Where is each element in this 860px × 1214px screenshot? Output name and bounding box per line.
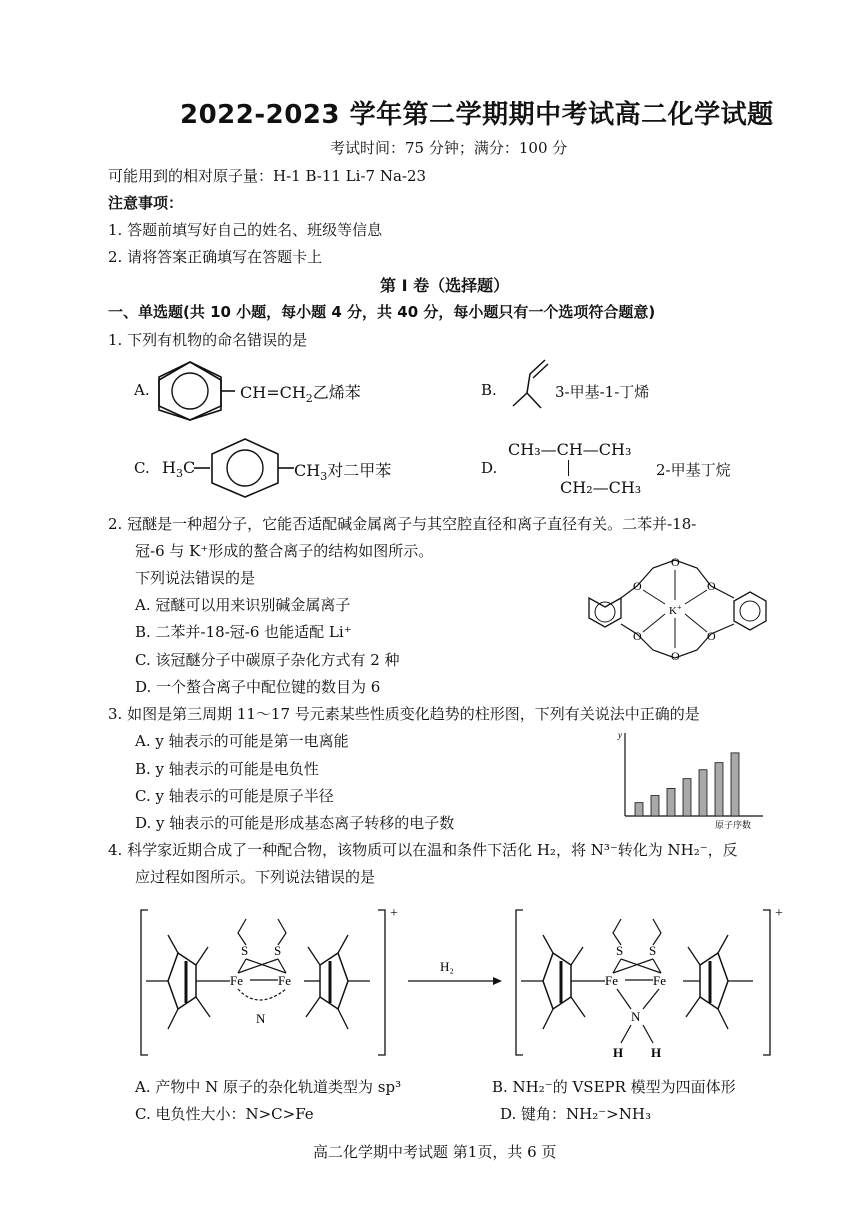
svg-text:N: N — [631, 1009, 641, 1024]
q2-option-c: C. 该冠醚分子中碳原子杂化方式有 2 种 — [135, 651, 400, 669]
svg-text:H₂: H₂ — [440, 959, 454, 974]
product-complex — [516, 906, 783, 1060]
q3-option-b: B. y 轴表示的可能是电负性 — [135, 760, 319, 778]
svg-text:H: H — [651, 1045, 662, 1060]
benzene-ring-a — [155, 360, 235, 422]
q1-option-d-letter: D. — [481, 459, 498, 477]
bar-16 — [715, 763, 723, 816]
notice-item-2: 2. 请将答案正确填写在答题卡上 — [108, 248, 323, 266]
svg-text:S: S — [649, 943, 657, 958]
bar-13 — [667, 788, 675, 816]
q1-b-name: 3-甲基-1-丁烯 — [555, 383, 650, 401]
q3-option-a: A. y 轴表示的可能是第一电离能 — [135, 732, 349, 750]
svg-text:S: S — [616, 943, 624, 958]
q2-option-b: B. 二苯并-18-冠-6 也能适配 Li⁺ — [135, 623, 352, 641]
oxygen-atom: O — [671, 555, 680, 569]
bar-14 — [683, 779, 691, 816]
atomic-mass-line: 可能用到的相对原子量：H-1 B-11 Li-7 Na-23 — [108, 167, 427, 185]
page-title: 2022-2023 学年第二学期期中考试高二化学试题 — [180, 100, 774, 130]
q2-stem-line3: 下列说法错误的是 — [135, 569, 256, 587]
q1-d-bond — [568, 460, 569, 476]
q1-c-right-group: $CH_3$对二甲苯 — [294, 461, 392, 484]
page-footer: 高二化学期中考试题 第1页，共 6 页 — [313, 1143, 557, 1161]
svg-text:+: + — [390, 906, 398, 921]
svg-text:+: + — [775, 906, 783, 921]
oxygen-atom: O — [707, 579, 716, 593]
q2-option-a: A. 冠醚可以用来识别碱金属离子 — [135, 596, 351, 614]
q4-option-a: A. 产物中 N 原子的杂化轨道类型为 sp³ — [135, 1078, 402, 1096]
right-benzene-ring — [734, 592, 766, 630]
potassium-ion-label: K+ — [669, 603, 682, 617]
reactant-complex — [141, 906, 398, 1055]
q1-d-row1: CH₃—CH—CH₃ — [508, 440, 632, 459]
x-axis-label: 原子序数 — [715, 820, 752, 830]
q1-option-c-letter: C. — [134, 459, 150, 477]
svg-text:S: S — [241, 943, 249, 958]
bar-15 — [699, 770, 707, 816]
q1-c-left-group: $H_3C$ — [162, 458, 196, 481]
benzene-ring-c — [194, 437, 294, 499]
exam-info: 考试时间：75 分钟；满分：100 分 — [330, 139, 568, 157]
element-property-bar-chart — [615, 728, 765, 830]
q3-option-c: C. y 轴表示的可能是原子半径 — [135, 787, 334, 805]
svg-text:Fe: Fe — [653, 973, 666, 988]
q2-stem-line1: 2. 冠醚是一种超分子，它能否适配碱金属离子与其空腔直径和离子直径有关。二苯并-18- — [108, 515, 697, 533]
oxygen-atom: O — [633, 579, 642, 593]
svg-text:Fe: Fe — [230, 973, 243, 988]
oxygen-atom: O — [671, 649, 680, 663]
q1-option-b-letter: B. — [481, 381, 497, 399]
q3-stem: 3. 如图是第三周期 11～17 号元素某些性质变化趋势的柱形图，下列有关说法中正确的是 — [108, 705, 700, 723]
notice-title: 注意事项： — [108, 194, 184, 212]
q4-stem-line2: 应过程如图所示。下列说法错误的是 — [135, 868, 376, 886]
skeletal-structure-b — [505, 358, 560, 418]
q2-option-d: D. 一个螯合离子中配位键的数目为 6 — [135, 678, 381, 696]
q4-option-b: B. NH₂⁻的 VSEPR 模型为四面体形 — [492, 1078, 736, 1096]
y-axis-label: y — [618, 730, 622, 740]
q2-stem-line2: 冠-6 与 K⁺形成的螯合离子的结构如图所示。 — [135, 542, 434, 560]
bar-17 — [731, 753, 739, 816]
svg-text:H: H — [613, 1045, 624, 1060]
svg-text:N: N — [256, 1011, 266, 1026]
section-title: 第 I 卷（选择题） — [380, 276, 510, 295]
q1-stem: 1. 下列有机物的命名错误的是 — [108, 331, 308, 349]
q4-option-c: C. 电负性大小：N>C>Fe — [135, 1105, 314, 1123]
q1-option-a-letter: A. — [134, 381, 150, 399]
crown-ether-k-complex-diagram — [585, 548, 770, 666]
oxygen-atom: O — [633, 629, 642, 643]
svg-text:Fe: Fe — [605, 973, 618, 988]
q1-d-name: 2-甲基丁烷 — [656, 461, 731, 479]
svg-text:S: S — [274, 943, 282, 958]
q1-d-row2: CH₂—CH₃ — [560, 478, 642, 497]
q4-stem-line1: 4. 科学家近期合成了一种配合物，该物质可以在温和条件下活化 H₂，将 N³⁻转化为 NH₂⁻，反 — [108, 841, 738, 859]
q1-a-formula: $CH=CH_2$乙烯苯 — [240, 383, 361, 406]
bar-11 — [635, 803, 643, 816]
q3-option-d: D. y 轴表示的可能是形成基态离子转移的电子数 — [135, 814, 455, 832]
bar-12 — [651, 796, 659, 816]
section-instruction: 一、单选题(共 10 小题，每小题 4 分，共 40 分，每小题只有一个选项符合题意) — [108, 303, 656, 321]
reaction-arrow — [408, 959, 502, 985]
notice-item-1: 1. 答题前填写好自己的姓名、班级等信息 — [108, 221, 383, 239]
q4-option-d: D. 键角：NH₂⁻>NH₃ — [500, 1105, 651, 1123]
svg-text:Fe: Fe — [278, 973, 291, 988]
oxygen-atom: O — [707, 629, 716, 643]
reaction-scheme-diagram — [138, 905, 783, 1065]
